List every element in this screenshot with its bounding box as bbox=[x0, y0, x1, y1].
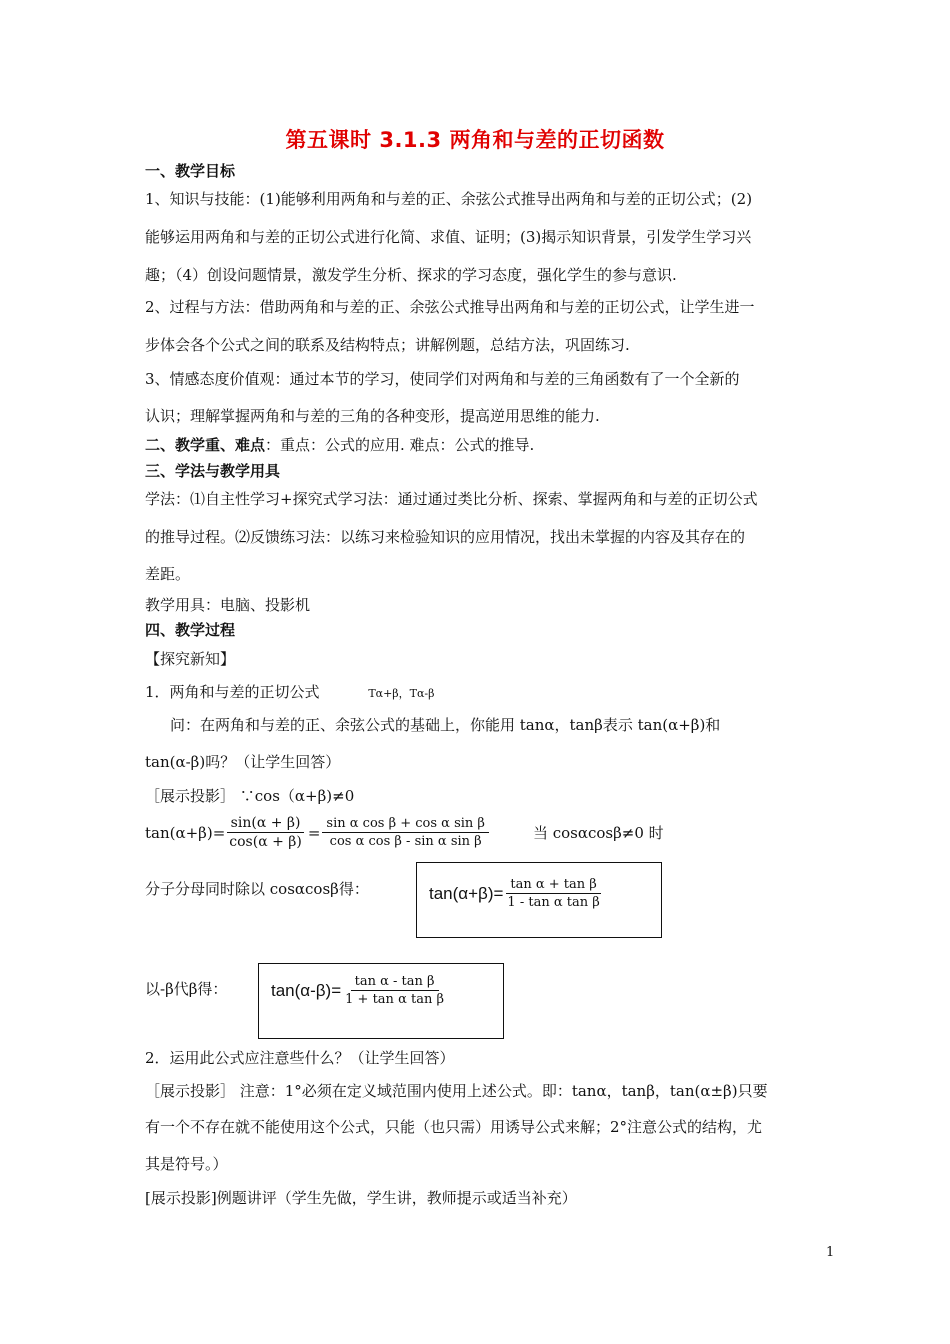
derivation-equation bbox=[145, 815, 664, 850]
fraction-numerator: tan α + tan β bbox=[506, 877, 600, 894]
question-line: 问：在两角和与差的正、余弦公式的基础上，你能用 tanα，tanβ表示 tan(α+β)和 bbox=[170, 716, 721, 734]
fraction-denominator: cos α cos β - sin α sin β bbox=[329, 834, 482, 849]
fraction-numerator: sin(α + β) bbox=[227, 815, 305, 833]
substitution-instruction: 以-β代β得： bbox=[145, 980, 228, 998]
equation-lhs: tan(α+β)= bbox=[145, 823, 226, 842]
section-heading-key-points: 二、教学重、难点 bbox=[145, 436, 266, 454]
page-number: 1 bbox=[826, 1245, 835, 1260]
item-1-text: 1．两角和与差的正切公式 bbox=[145, 683, 320, 701]
formula-tan-sum bbox=[429, 877, 604, 910]
explore-label: 【探究新知】 bbox=[145, 650, 236, 668]
paragraph-line: 的推导过程。⑵反馈练习法：以练习来检验知识的应用情况，找出未掌握的内容及其存在的 bbox=[145, 528, 746, 546]
fraction-numerator: sin α cos β + cos α sin β bbox=[322, 816, 489, 833]
paragraph-line: 步体会各个公式之间的联系及结构特点；讲解例题，总结方法，巩固练习. bbox=[145, 336, 630, 354]
formula-box-tan-diff bbox=[258, 963, 504, 1039]
paragraph-line: 差距。 bbox=[145, 565, 191, 583]
paragraph-line: 认识；理解掌握两角和与差的三角的各种变形，提高逆用思维的能力. bbox=[145, 407, 600, 425]
paragraph-line: 教学用具：电脑、投影机 bbox=[145, 596, 311, 614]
note-line: ［展示投影］ 注意：1°必须在定义域范围内使用上述公式。即：tanα，tanβ，tan(α±β)只要 bbox=[145, 1082, 768, 1100]
formula-symbols: Tα+β，Tα-β bbox=[368, 687, 435, 700]
note-line: 其是符号。） bbox=[145, 1155, 228, 1173]
formula-fraction bbox=[503, 877, 603, 910]
section-heading-process: 四、教学过程 bbox=[145, 621, 236, 639]
item-1-row bbox=[145, 681, 435, 702]
paragraph-line: 3、情感态度价值观：通过本节的学习，使同学们对两角和与差的三角函数有了一个全新的 bbox=[145, 370, 740, 388]
formula-lhs: tan(α-β)= bbox=[271, 980, 342, 1000]
formula-box-tan-sum bbox=[416, 862, 662, 938]
fraction-denominator: 1 + tan α tan β bbox=[345, 992, 444, 1007]
formula-lhs: tan(α+β)= bbox=[429, 883, 504, 903]
example-line: [展示投影]例题讲评（学生先做，学生讲，教师提示或适当补充） bbox=[145, 1189, 577, 1207]
divide-instruction: 分子分母同时除以 cosαcosβ得： bbox=[145, 880, 369, 898]
formula-tan-diff bbox=[271, 974, 448, 1007]
formula-fraction bbox=[341, 974, 448, 1007]
paragraph-line: 1、知识与技能：(1)能够利用两角和与差的正、余弦公式推导出两角和与差的正切公式；(2) bbox=[145, 190, 753, 208]
page-title: 第五课时 3.1.3 两角和与差的正切函数 bbox=[285, 128, 665, 152]
paragraph-line: 趣；（4）创设问题情景，激发学生分析、探求的学习态度，强化学生的参与意识. bbox=[145, 266, 677, 284]
equals-sign: = bbox=[307, 823, 321, 842]
paragraph-line: 学法：⑴自主性学习+探究式学习法：通过通过类比分析、探索、掌握两角和与差的正切公式 bbox=[145, 490, 758, 508]
paragraph-line: 能够运用两角和与差的正切公式进行化简、求值、证明；(3)揭示知识背景，引发学生学习兴 bbox=[145, 228, 752, 246]
note-line: 有一个不存在就不能使用这个公式，只能（也只需）用诱导公式来解；2°注意公式的结构，尤 bbox=[145, 1118, 763, 1136]
equation-condition: 当 cosαcosβ≠0 时 bbox=[532, 824, 664, 842]
fraction-denominator: 1 - tan α tan β bbox=[507, 895, 600, 910]
item-2-text: 2．运用此公式应注意些什么？（让学生回答） bbox=[145, 1049, 455, 1067]
fraction-sin-over-cos bbox=[225, 815, 306, 850]
fraction-expanded bbox=[322, 816, 489, 849]
paragraph-line: 2、过程与方法：借助两角和与差的正、余弦公式推导出两角和与差的正切公式，让学生进一 bbox=[145, 298, 755, 316]
projection-line: ［展示投影］ ∵cos（α+β)≠0 bbox=[145, 787, 355, 805]
key-points-text: ：重点：公式的应用. 难点：公式的推导. bbox=[265, 436, 535, 454]
section-row-key-points bbox=[145, 434, 534, 455]
section-heading-methods: 三、学法与教学用具 bbox=[145, 462, 281, 480]
section-heading-objectives: 一、教学目标 bbox=[145, 162, 236, 180]
fraction-denominator: cos(α + β) bbox=[229, 834, 302, 850]
question-line: tan(α-β)吗？（让学生回答） bbox=[145, 753, 341, 771]
fraction-numerator: tan α - tan β bbox=[351, 974, 439, 991]
